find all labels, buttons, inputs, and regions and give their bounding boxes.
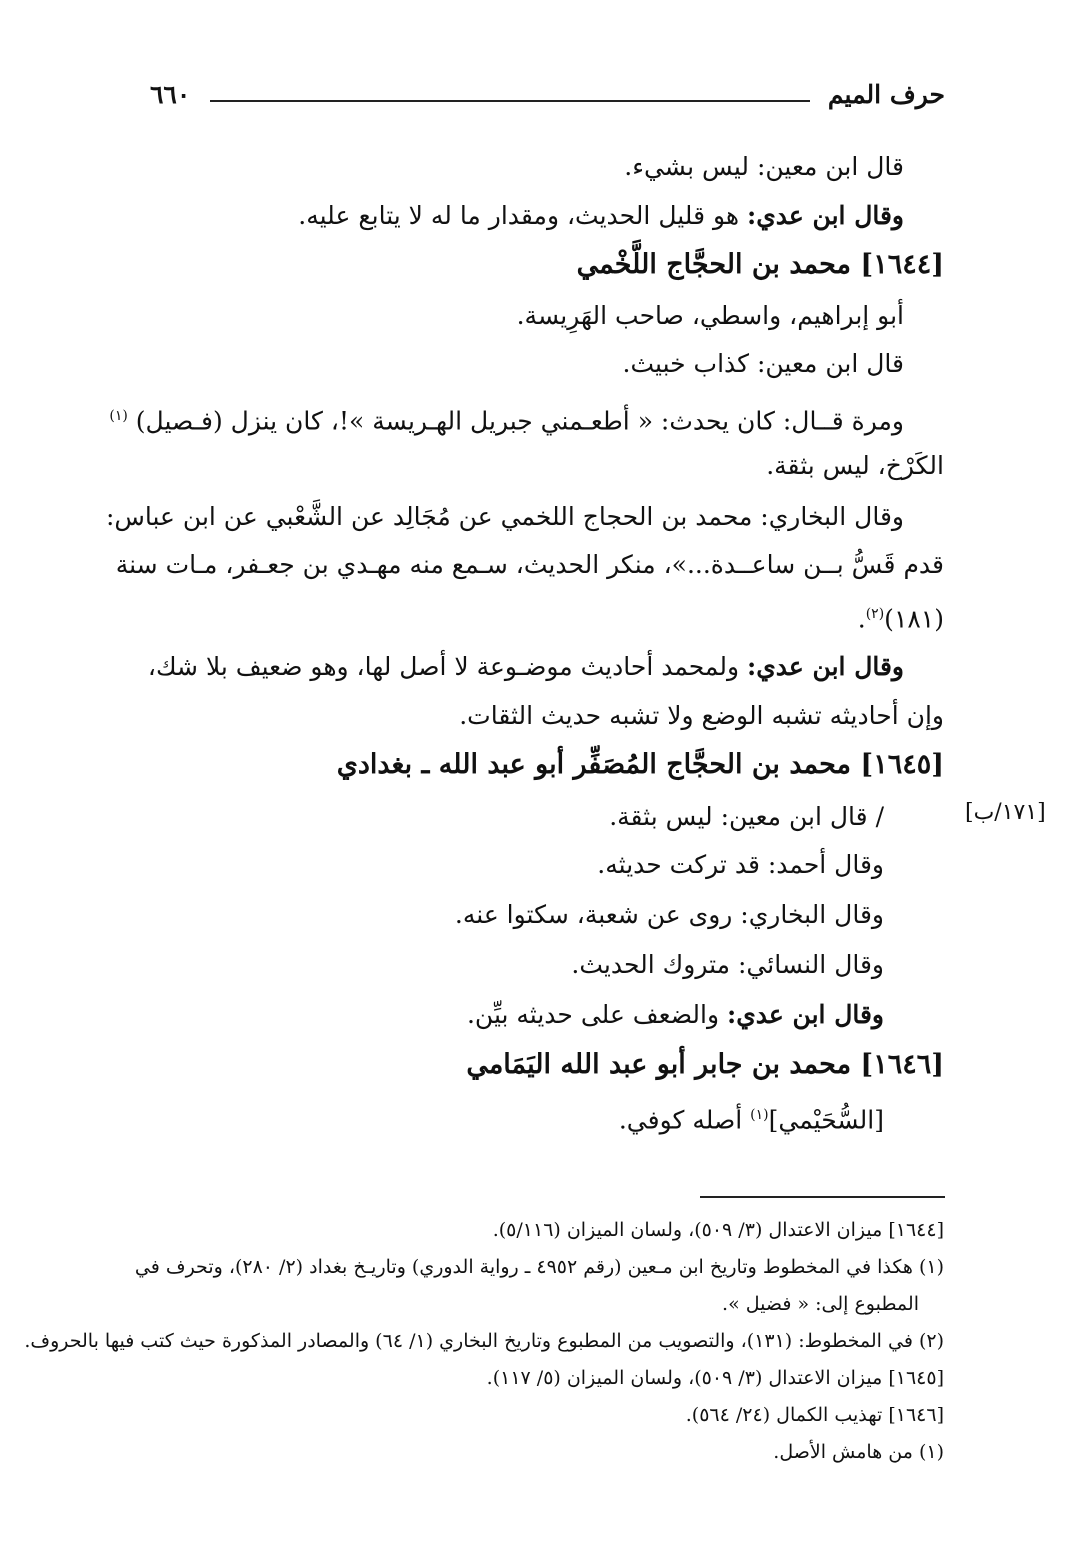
- page-header: [150, 80, 945, 120]
- chapter-title: حرف الميم: [827, 80, 945, 109]
- line-text: وإن أحاديثه تشبه الوضع ولا تشبه حديث الثقات.: [459, 701, 944, 730]
- heading-text: [١٦٤٦] محمد بن جابر أبو عبد الله اليَمَامي: [466, 1049, 944, 1080]
- page-number: ٦٦٠: [150, 80, 191, 109]
- header-rule: [210, 100, 810, 102]
- footnote: (٢) في المخطوط: (١٣١)، والتصويب من المطبوع وتاريخ البخاري (١/ ٦٤) والمصادر المذكورة حيث كتب فيها بالحروف.: [24, 1330, 944, 1352]
- body-line: [517, 294, 904, 338]
- body-line: [624, 145, 904, 189]
- body-line: [571, 943, 884, 987]
- line-text: [السُّحَيْمي]: [768, 1105, 884, 1135]
- footnote: (١) من هامش الأصل.: [773, 1441, 944, 1463]
- footnote: (١) هكذا في المخطوط وتاريخ ابن مـعين (رقم ٤٩٥٢ ـ رواية الدوري) وتاريـخ بغداد (٢/ ٢٨٠)، وتحرف في: [134, 1256, 944, 1278]
- line-text: والضعف على حديثه بيِّن.: [466, 1000, 728, 1029]
- footnote: [١٦٤٦] تهذيب الكمال (٢٤/ ٥٦٤).: [685, 1404, 944, 1426]
- body-line: [467, 993, 884, 1037]
- footnote-rule: [700, 1196, 945, 1198]
- body-line: [298, 194, 904, 238]
- speaker-label: وقال ابن عدي:: [747, 652, 904, 681]
- body-line: [597, 843, 884, 887]
- heading-text: [١٦٤٤] محمد بن الحجَّاج اللَّخْمي: [576, 249, 944, 280]
- body-line: [60, 645, 904, 689]
- entry-heading: [337, 743, 944, 787]
- footnote-marker: (١): [750, 1107, 769, 1123]
- entry-heading: [466, 1043, 944, 1087]
- line-text: وقال أحمد: قد تركت حديثه.: [597, 850, 884, 879]
- footnote: [١٦٤٥] ميزان الاعتدال (٣/ ٥٠٩)، ولسان الميزان (٥/ ١١٧).: [486, 1367, 944, 1389]
- entry-heading: [577, 243, 944, 287]
- line-text: قال ابن معين: ليس بشيء.: [624, 152, 904, 181]
- footnote: المطبوع إلى: « فضيل ».: [722, 1293, 919, 1315]
- line-text: أصله كوفي.: [618, 1105, 751, 1135]
- line-text: أبو إبراهيم، واسطي، صاحب الهَرِيسة.: [516, 301, 904, 330]
- line-text: قدم قَسُّ بــن ساعــدة...»، منكر الحديث، سـمع منه مهـدي بن جعـفر، مـات سنة: [115, 550, 944, 579]
- body-line: [623, 342, 904, 386]
- line-text: / قال ابن معين: ليس بثقة.: [609, 802, 884, 831]
- footnote-marker: (٢): [865, 606, 885, 622]
- line-text: .: [857, 604, 866, 634]
- line-text: ولمحمد أحاديث موضـوعة لا أصل لها، وهو ضعيف بلا شك،: [147, 652, 748, 681]
- line-text: قال ابن معين: كذاب خبيث.: [622, 349, 904, 378]
- body-line: [60, 495, 904, 539]
- line-text: وقال البخاري: محمد بن الحجاج اللخمي عن مُجَالِد عن الشَّعْبي عن ابن عباس:: [105, 502, 904, 531]
- body-line: [459, 694, 944, 738]
- body-line: [766, 444, 944, 488]
- body-line: [609, 795, 884, 839]
- speaker-label: وقال ابن عدي:: [727, 1000, 884, 1029]
- line-text: ومرة قــال: كان يحدث: « أطعـمني جبريل الهـريسة »!، كان ينزل (فـصيل): [135, 406, 904, 436]
- line-text: وقال البخاري: روى عن شعبة، سكتوا عنه.: [454, 900, 884, 929]
- body-line: [858, 592, 944, 641]
- manuscript-folio-marker: [١٧١/ب]: [965, 800, 1046, 825]
- line-text: (١٨١): [884, 604, 944, 634]
- line-text: وقال النسائي: متروك الحديث.: [571, 950, 884, 979]
- footnote-marker: (١): [109, 408, 128, 424]
- body-line: [60, 543, 944, 587]
- body-line: [455, 893, 884, 937]
- line-text: هو قليل الحديث، ومقدار ما له لا يتابع عليه.: [298, 201, 748, 230]
- body-line: [619, 1093, 884, 1142]
- heading-text: [١٦٤٥] محمد بن الحجَّاج المُصَفِّر أبو عبد الله ـ بغدادي: [336, 749, 944, 780]
- body-line: [60, 394, 904, 443]
- footnote: [١٦٤٤] ميزان الاعتدال (٣/ ٥٠٩)، ولسان الميزان (٥/١١٦).: [492, 1219, 944, 1241]
- line-text: الكَرْخ، ليس بثقة.: [766, 451, 944, 480]
- speaker-label: وقال ابن عدي:: [747, 201, 904, 230]
